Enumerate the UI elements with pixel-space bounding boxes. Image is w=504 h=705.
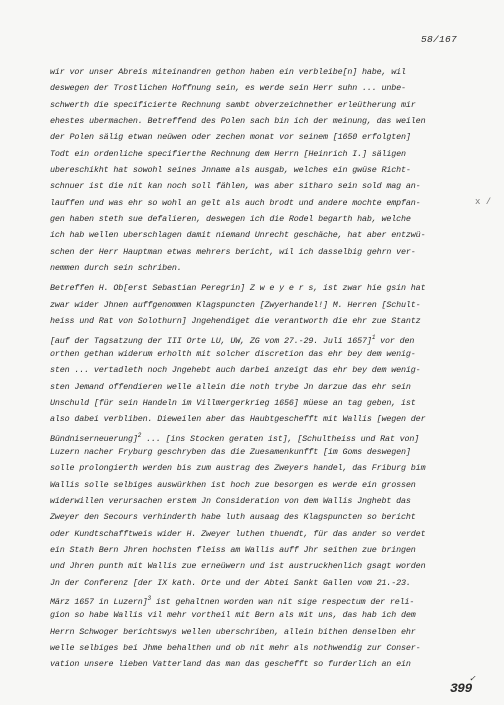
text-line: Todt ein ordenliche specifierthe Rechnung dem Herrn [Heinrich I.] säligen [50, 148, 406, 159]
text-line: Herrn Schwoger berichtswys wellen uberschriben, allein bithen denselben ehr [50, 626, 416, 637]
text-line: Wallis solle selbiges auswürkhen ist hoch zue besorgen es werde ein grossen [50, 479, 416, 490]
text-line: wir vor unser Abreis miteinandren gethon haben ein verbleibe[n] habe, wil [50, 67, 406, 77]
footnote-marker: 1 [371, 333, 376, 341]
text-line: vation unsere lieben Vatterland das man das geschefft so furderlich an ein [50, 659, 411, 670]
text-line: orthen gethan widerum erholth mit solcher discretion das ehr bey dem wenig- [50, 348, 416, 359]
text-line: widerwillen verursachen erstem Jn Consideration von dem Wallis Jnghebt das [50, 495, 411, 506]
text-line: also dabei verbliben. Dieweilen aber das Haubtgeschefft mit Wallis [wegen der [50, 414, 426, 425]
text-line: Betreffen H. Ob[erst Sebastian Peregrin] Z w e y e r s, ist zwar hie gsin hat [50, 283, 426, 294]
text-line: lauffen und was ehr so wohl an gelt als auch brodt und andere mochte empfan- [50, 197, 421, 208]
text-line: Bündniserneuerung]$^2$ ... [ins Stocken geraten ist], [Schultheiss und Rat von] [50, 431, 420, 444]
text-line: und Jhren punth mit Wallis zue erneüwern und ist austruckhenlich gsagt worden [50, 561, 426, 572]
text-line: schen der Herr Hauptman etwas mehrers bericht, wil ich dasselbig gehrn ver- [50, 246, 416, 257]
footnote-marker: 3 [147, 595, 151, 602]
text-line: ehestes ubermachen. Betreffend des Polen sach bin ich der meinung, das weilen [50, 116, 426, 127]
text-line: deswegen der Trostlichen Hoffnung sein, es werde sein Herr suhn ... unbe- [50, 83, 406, 94]
text-line: ich hab wellen uberschlagen damit niemand Unrecht geschäche, hat aber entzwü- [50, 230, 426, 241]
check-mark: ✓ [469, 675, 476, 684]
text-line: schwerth die specificierte Rechnung sambt obverzeichnether erleütherung mir [50, 99, 416, 110]
text-line: sten ... vertadleth noch Jngehebt auch darbei anzeigt das ehr bey dem wenig- [50, 365, 421, 376]
folio-number: 399 [450, 681, 472, 696]
document-body [50, 64, 458, 673]
text-line: solle prolongierth werden bis zum austrag des Zweyers handel, das Friburg bim [50, 463, 426, 474]
text-line: ein Stath Bern Jhren hochsten fleiss am Wallis auff Jhr seithen zue bringen [50, 544, 416, 555]
text-line: der Polen sälig etwan neüwen oder zechen monat vor seinem [1650 erfolgten] [50, 132, 411, 143]
text-line: Jn der Conferenz [der IX kath. Orte und der Abtei Sankt Gallen vom 21.-23. [50, 577, 411, 588]
text-line: sten Jemand offendieren welle allein die noth trybe Jn darzue das ehr sein [50, 381, 411, 392]
text-line: ubereschikht hat sowohl seines Jnname als ausgab, welches ein gwüse Richt- [50, 165, 411, 176]
text-line: Luzern nacher Fryburg geschryben das die Zuesamenkunfft [im Goms deswegen] [50, 446, 411, 457]
text-line: [auf der Tagsatzung der III Orte LU, UW, ZG vom 27.-29. Juli 1657]$^1$ vor den [50, 333, 415, 346]
text-line: Unschuld [für sein Handeln im Villmergerkrieg 1656] müese an tag geben, ist [50, 397, 416, 408]
text-line: oder Kundtschafftweis wider H. Zweyer luthen thuendt, für das ander so verdet [50, 528, 426, 539]
page-number: 58/167 [420, 34, 457, 45]
text-line: nemmen durch sein schriben. [50, 263, 182, 274]
footnote-marker: 2 [137, 431, 142, 439]
margin-annotation: x / [475, 197, 492, 207]
text-line: gion so habe Wallis vil mehr vortheil mit Bern als mit uns, das hab ich dem [50, 610, 416, 621]
text-line: zwar wider Jhnen auffgenommen Klagspuncten [Zwyerhandel!] M. Herren [Schult- [50, 299, 421, 310]
text-line: März 1657 in Luzern]$^3$ ist gehaltnen worden wan nit sige respectum der reli- [50, 595, 415, 607]
text-line: Zweyer den Secours verhinderth habe luth ausaag des Klagspuncten so bericht [50, 512, 416, 523]
text-line: gen haben steth sue defalieren, deswegen ich die Rodel begarth hab, welche [50, 214, 411, 225]
text-line: schnuer ist die nit kan noch soll fählen, was aber sitharo sein sold mag an- [50, 181, 421, 192]
text-line: heiss und Rat von Solothurn] Jngehendiget die verantworth die ehr zue Stantz [50, 316, 421, 327]
text-line: welle selbiges bei Jhme behalthen und ob nit mehr als nothwendig zur Conser- [50, 643, 421, 654]
